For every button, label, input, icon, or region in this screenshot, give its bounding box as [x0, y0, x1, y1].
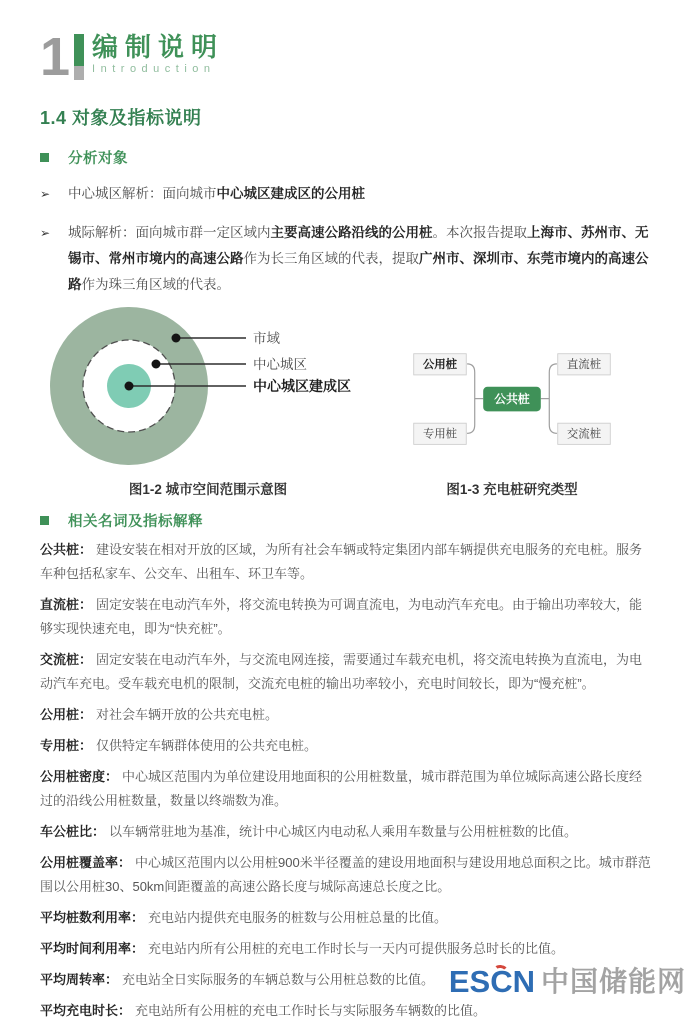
chapter-accent-bar	[74, 34, 84, 80]
escn-logo	[449, 964, 686, 1000]
figure-1-3-caption: 图1-3 充电桩研究类型	[446, 482, 578, 497]
glossary-item	[40, 906, 654, 930]
figure-captions	[40, 478, 654, 498]
chapter-title: 编制说明	[92, 32, 225, 62]
label-city-region: 市域	[253, 331, 280, 346]
glossary-heading-label: 相关名词及指标解释	[68, 514, 203, 530]
chapter-subtitle: Introduction	[92, 63, 216, 75]
bullet-item-2	[40, 220, 654, 298]
glossary-definition: 充电站所有公用桩的充电工作时长与实际服务车辆数的比值。	[135, 1003, 487, 1018]
bullet-text-2: 城际解析：面向城市群一定区域内主要高速公路沿线的公用桩。本次报告提取上海市、苏州市、无锡市、常州市境内的高速公路作为长三角区域的代表，提取广州市、深圳市、东莞市境内的高速公路作为珠三角区域的代表。	[68, 225, 649, 292]
left-brace-connector	[467, 364, 475, 433]
glossary-term: 平均充电时长：	[40, 1003, 132, 1018]
accent-bar-green	[74, 34, 84, 66]
chapter-header	[40, 27, 654, 90]
leader-dot-1	[172, 334, 181, 343]
ac-pile-label: 交流桩	[566, 428, 602, 441]
arrow-bullet-icon: ➢	[40, 226, 51, 240]
glossary-item	[40, 703, 654, 727]
analysis-heading	[40, 147, 654, 168]
accent-bar-gray	[74, 66, 84, 80]
glossary-item	[40, 593, 654, 641]
leader-dot-3	[125, 382, 134, 391]
dc-pile-label: 直流桩	[566, 359, 602, 372]
glossary-definition: 以车辆常驻地为基准，统计中心城区内电动私人乘用车数量与公用桩桩数的比值。	[109, 824, 578, 839]
glossary-term: 直流桩：	[40, 597, 93, 612]
glossary-term: 公用桩密度：	[40, 769, 119, 784]
right-brace-connector	[549, 364, 557, 433]
glossary-heading	[40, 510, 654, 531]
analysis-heading-label: 分析对象	[68, 151, 128, 167]
chapter-number: 1	[40, 27, 69, 87]
common-pile-label: 公共桩	[494, 391, 530, 406]
glossary-definition: 固定安装在电动汽车外，将交流电转换为可调直流电，为电动汽车充电。由于输出功率较大，能够实现快速充电，即为“快充桩”。	[40, 597, 643, 636]
label-built-up-area: 中心城区建成区	[253, 378, 351, 394]
glossary-item	[40, 765, 654, 813]
glossary-item	[40, 734, 654, 758]
glossary-list	[40, 538, 654, 1023]
bullet-item-1	[40, 181, 654, 207]
glossary-definition: 对社会车辆开放的公共充电桩。	[96, 707, 279, 722]
glossary-item	[40, 851, 654, 899]
glossary-term: 公用桩：	[40, 707, 93, 722]
section-title: 1.4 对象及指标说明	[40, 108, 202, 128]
glossary-item	[40, 538, 654, 586]
glossary-item	[40, 999, 654, 1023]
figure-city-space-diagram	[50, 302, 380, 474]
escn-letters: ESCN	[448, 964, 535, 999]
glossary-term: 公共桩：	[40, 542, 93, 557]
label-central-district: 中心城区	[253, 357, 307, 372]
figures-row	[40, 302, 654, 474]
square-bullet-icon	[40, 516, 49, 525]
glossary-item	[40, 937, 654, 961]
glossary-item	[40, 820, 654, 844]
glossary-term: 平均时间利用率：	[40, 941, 145, 956]
square-bullet-icon	[40, 153, 49, 162]
figure-pile-type-diagram	[386, 302, 638, 452]
glossary-definition: 充电站全日实际服务的车辆总数与公用桩总数的比值。	[122, 972, 435, 987]
glossary-definition: 中心城区范围内以公用桩900米半径覆盖的建设用地面积与建设用地总面积之比。城市群范围以公用桩30、50km间距覆盖的高速公路长度与城际高速总长度之比。	[40, 855, 651, 894]
glossary-item	[40, 648, 654, 696]
leader-dot-2	[152, 360, 161, 369]
glossary-definition: 固定安装在电动汽车外，与交流电网连接，需要通过车载充电机，将交流电转换为直流电，为电动汽车充电。受车载充电机的限制，交流充电桩的输出功率较小，充电时间较长，即为“慢充桩”。	[40, 652, 643, 691]
glossary-definition: 充电站内提供充电服务的桩数与公用桩总量的比值。	[148, 910, 448, 925]
glossary-term: 平均周转率：	[40, 972, 119, 987]
glossary-definition: 中心城区范围内为单位建设用地面积的公用桩数量，城市群范围为单位城际高速公路长度经过的沿线公用桩数量，数量以终端数为准。	[40, 769, 643, 808]
arrow-bullet-icon: ➢	[40, 187, 51, 201]
glossary-definition: 充电站内所有公用桩的充电工作时长与一天内可提供服务总时长的比值。	[148, 941, 565, 956]
bullet-text-1: 中心城区解析：面向城市中心城区建成区的公用桩	[68, 186, 365, 201]
glossary-term: 交流桩：	[40, 652, 93, 667]
public-pile-label: 公用桩	[422, 359, 458, 372]
glossary-term: 平均桩数利用率：	[40, 910, 145, 925]
glossary-term: 车公桩比：	[40, 824, 106, 839]
dedicated-pile-label: 专用桩	[422, 428, 458, 441]
glossary-term: 专用桩：	[40, 738, 93, 753]
escn-logo-text	[449, 964, 535, 1000]
glossary-definition: 建设安装在相对开放的区域，为所有社会车辆或特定集团内部车辆提供充电服务的充电桩。服务车种包括私家车、公交车、出租车、环卫车等。	[40, 542, 643, 581]
escn-logo-chinese: 中国储能网	[540, 966, 686, 997]
glossary-definition: 仅供特定车辆群体使用的公共充电桩。	[96, 738, 318, 753]
figure-1-2-caption: 图1-2 城市空间范围示意图	[128, 482, 288, 497]
chapter-titles	[92, 30, 224, 75]
glossary-term: 公用桩覆盖率：	[40, 855, 132, 870]
